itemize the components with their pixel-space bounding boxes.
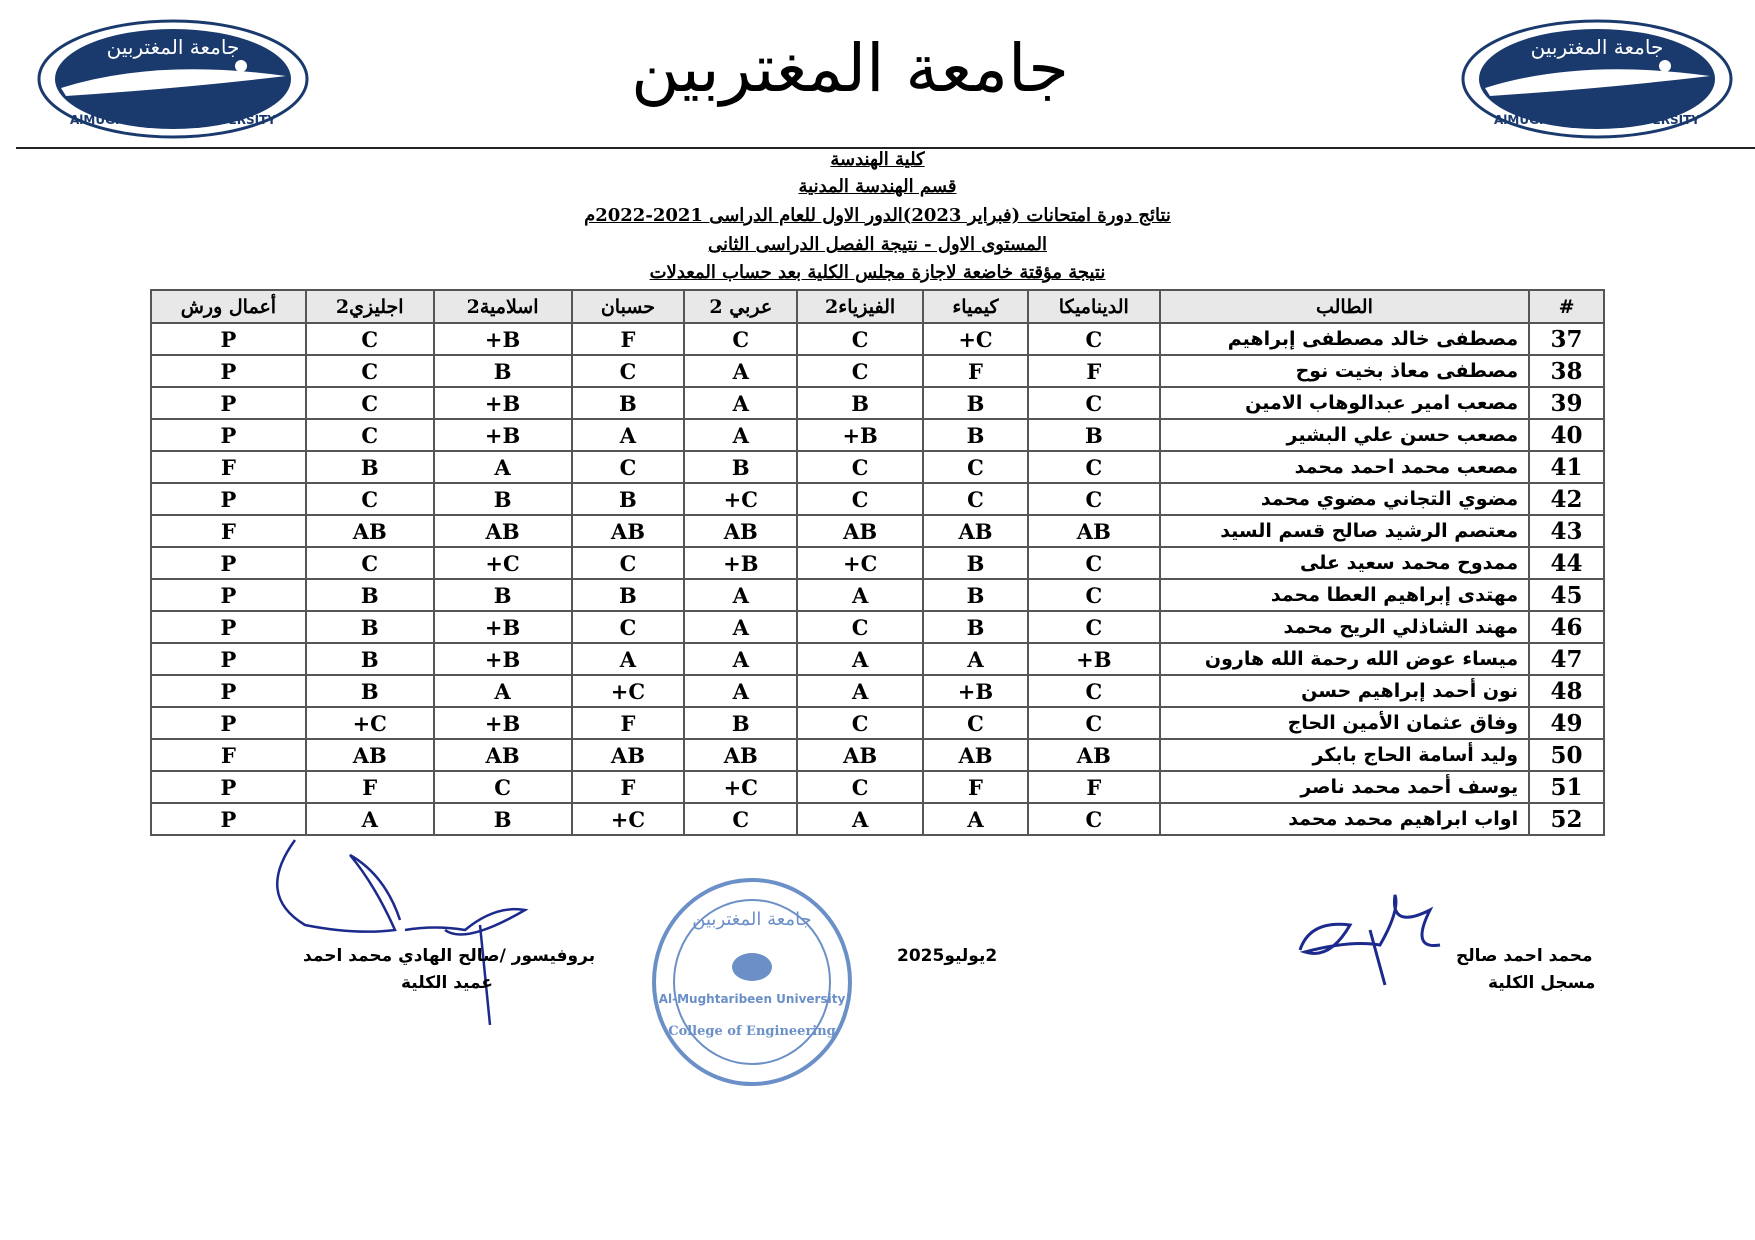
dean-name: بروفيسور /صالح الهادي محمد احمد [303, 946, 596, 966]
grade-cell: AB [684, 515, 797, 547]
grade-cell: A [306, 803, 434, 835]
column-header: الطالب [1160, 290, 1529, 323]
grade-cell: B [923, 419, 1028, 451]
student-number: 43 [1529, 515, 1604, 547]
grade-cell: B+ [1028, 643, 1160, 675]
grade-cell: B [923, 387, 1028, 419]
student-name: معتصم الرشيد صالح قسم السيد [1160, 515, 1529, 547]
grade-cell: B [306, 611, 434, 643]
grade-cell: C [434, 771, 572, 803]
student-name: مصعب امير عبدالوهاب الامين [1160, 387, 1529, 419]
student-number: 52 [1529, 803, 1604, 835]
grade-cell: C [797, 323, 923, 355]
student-name: مصعب محمد احمد محمد [1160, 451, 1529, 483]
student-number: 47 [1529, 643, 1604, 675]
column-header: الديناميكا [1028, 290, 1160, 323]
student-name: اواب ابراهيم محمد محمد [1160, 803, 1529, 835]
table-row [151, 323, 1604, 355]
grade-cell: F [923, 771, 1028, 803]
grade-cell: B [306, 675, 434, 707]
table-row [151, 419, 1604, 451]
student-name: مصطفى خالد مصطفى إبراهيم [1160, 323, 1529, 355]
grade-cell: F [572, 323, 685, 355]
registrar-name: محمد احمد صالح [1456, 946, 1593, 966]
grade-cell: A [797, 803, 923, 835]
logo-arabic-text: جامعة المغتربين [106, 35, 240, 59]
grade-cell: C+ [923, 323, 1028, 355]
grade-cell: AB [434, 739, 572, 771]
grade-cell: P [151, 611, 306, 643]
table-row [151, 675, 1604, 707]
student-number: 42 [1529, 483, 1604, 515]
registrar-signature [1290, 890, 1460, 990]
grade-cell: AB [684, 739, 797, 771]
grade-cell: C [572, 451, 685, 483]
column-header: الفيزياء2 [797, 290, 923, 323]
grade-cell: C [797, 771, 923, 803]
grade-cell: F [151, 739, 306, 771]
grade-cell: B [923, 547, 1028, 579]
college-stamp [650, 875, 855, 1090]
grade-cell: P [151, 547, 306, 579]
grade-cell: B [684, 451, 797, 483]
grade-cell: C+ [684, 483, 797, 515]
student-number: 39 [1529, 387, 1604, 419]
student-number: 46 [1529, 611, 1604, 643]
grade-cell: C [1028, 547, 1160, 579]
table-row [151, 515, 1604, 547]
column-header: اسلامية2 [434, 290, 572, 323]
grade-cell: B+ [434, 419, 572, 451]
department-name: قسم الهندسة المدنية [798, 176, 957, 197]
column-header: عربي 2 [684, 290, 797, 323]
grade-cell: C [684, 323, 797, 355]
grade-cell: B [797, 387, 923, 419]
grade-cell: A [797, 579, 923, 611]
grade-cell: A [684, 611, 797, 643]
grade-cell: C [797, 707, 923, 739]
grade-cell: P [151, 579, 306, 611]
grade-cell: B [923, 611, 1028, 643]
grade-cell: A [797, 643, 923, 675]
table-row [151, 451, 1604, 483]
column-header: أعمال ورش [151, 290, 306, 323]
column-header: حسبان [572, 290, 685, 323]
stamp-english-bottom: College of Engineering [668, 1024, 836, 1039]
table-row [151, 771, 1604, 803]
grade-cell: B [923, 579, 1028, 611]
grade-cell: C [1028, 323, 1160, 355]
table-row [151, 707, 1604, 739]
grade-cell: C [1028, 611, 1160, 643]
grade-cell: B+ [434, 387, 572, 419]
student-name: وفاق عثمان الأمين الحاج [1160, 707, 1529, 739]
grade-cell: A [572, 419, 685, 451]
grade-cell: A [684, 355, 797, 387]
table-row [151, 547, 1604, 579]
table-header-row [151, 290, 1604, 323]
grade-cell: A [684, 579, 797, 611]
grade-cell: B [434, 579, 572, 611]
grade-cell: C [306, 547, 434, 579]
logo-arabic-text: جامعة المغتربين [1530, 35, 1664, 59]
grade-cell: C [1028, 451, 1160, 483]
grade-cell: A [923, 643, 1028, 675]
grade-cell: A [684, 419, 797, 451]
grade-cell: B+ [923, 675, 1028, 707]
table-row [151, 803, 1604, 835]
grade-cell: F [1028, 771, 1160, 803]
grade-cell: AB [1028, 515, 1160, 547]
grade-cell: F [151, 515, 306, 547]
grade-cell: A [923, 803, 1028, 835]
exam-title: نتائج دورة امتحانات (فبراير 2023)الدور الاول للعام الدراسى 2021-2022م [584, 205, 1171, 226]
grade-cell: C [797, 611, 923, 643]
grade-cell: C [923, 707, 1028, 739]
table-row [151, 611, 1604, 643]
grade-cell: C [306, 419, 434, 451]
grade-cell: B [434, 355, 572, 387]
grade-cell: P [151, 387, 306, 419]
grade-cell: A [684, 643, 797, 675]
grade-cell: C [1028, 387, 1160, 419]
grade-cell: A [434, 451, 572, 483]
grade-cell: AB [797, 515, 923, 547]
student-number: 41 [1529, 451, 1604, 483]
student-name: مضوي التجاني مضوي محمد [1160, 483, 1529, 515]
student-number: 44 [1529, 547, 1604, 579]
student-number: 38 [1529, 355, 1604, 387]
grade-cell: F [1028, 355, 1160, 387]
grade-cell: B [306, 579, 434, 611]
grade-cell: P [151, 771, 306, 803]
grade-cell: B [306, 643, 434, 675]
grade-cell: F [572, 707, 685, 739]
table-row [151, 387, 1604, 419]
faculty-name: كلية الهندسة [830, 149, 925, 170]
grade-cell: AB [306, 515, 434, 547]
grade-cell: C [1028, 675, 1160, 707]
grade-cell: C [923, 451, 1028, 483]
grade-cell: C [1028, 803, 1160, 835]
grade-cell: B+ [434, 611, 572, 643]
grade-cell: P [151, 675, 306, 707]
grade-cell: C [797, 451, 923, 483]
table-row [151, 579, 1604, 611]
stamp-english-top: Al-Mughtaribeen University [658, 992, 846, 1006]
table-row [151, 643, 1604, 675]
student-name: نون أحمد إبراهيم حسن [1160, 675, 1529, 707]
student-name: وليد أسامة الحاج بابكر [1160, 739, 1529, 771]
grade-cell: C+ [797, 547, 923, 579]
grade-cell: C+ [434, 547, 572, 579]
grade-cell: B+ [684, 547, 797, 579]
grade-cell: A [572, 643, 685, 675]
student-number: 51 [1529, 771, 1604, 803]
grade-cell: AB [923, 515, 1028, 547]
document-date: 2يوليو2025 [897, 946, 998, 966]
grade-cell: A [797, 675, 923, 707]
grade-cell: P [151, 323, 306, 355]
dean-title: عميد الكلية [401, 973, 493, 993]
table-row [151, 355, 1604, 387]
grade-cell: C [1028, 707, 1160, 739]
grade-cell: C [1028, 483, 1160, 515]
grade-cell: P [151, 419, 306, 451]
student-number: 49 [1529, 707, 1604, 739]
grade-cell: C+ [306, 707, 434, 739]
grade-cell: P [151, 803, 306, 835]
grade-cell: AB [572, 515, 685, 547]
student-name: مهند الشاذلي الريح محمد [1160, 611, 1529, 643]
level-title: المستوى الاول - نتيجة الفصل الدراسى الثانى [708, 234, 1047, 255]
dean-signature [265, 835, 535, 1025]
grade-cell: F [306, 771, 434, 803]
student-name: يوسف أحمد محمد ناصر [1160, 771, 1529, 803]
grade-cell: F [151, 451, 306, 483]
grade-cell: B [434, 803, 572, 835]
grade-cell: C [306, 355, 434, 387]
grade-cell: C [306, 323, 434, 355]
university-logo-right [1460, 18, 1735, 140]
grade-cell: P [151, 355, 306, 387]
grade-cell: C+ [572, 803, 685, 835]
grade-cell: B+ [434, 707, 572, 739]
grade-cell: C [1028, 579, 1160, 611]
student-name: ممدوح محمد سعيد على [1160, 547, 1529, 579]
grade-cell: B [1028, 419, 1160, 451]
grade-cell: B [306, 451, 434, 483]
grade-cell: B [572, 579, 685, 611]
grade-cell: AB [306, 739, 434, 771]
student-name: ميساء عوض الله رحمة الله هارون [1160, 643, 1529, 675]
grade-cell: C [797, 355, 923, 387]
results-table [150, 289, 1605, 836]
column-header: # [1529, 290, 1604, 323]
grade-cell: B+ [434, 323, 572, 355]
university-name: جامعة المغتربين [631, 30, 1069, 107]
grade-cell: C [306, 387, 434, 419]
grade-cell: AB [797, 739, 923, 771]
column-header: اجليزي2 [306, 290, 434, 323]
grade-cell: B+ [434, 643, 572, 675]
student-name: مصطفى معاذ بخيت نوح [1160, 355, 1529, 387]
grade-cell: AB [572, 739, 685, 771]
grade-cell: C [572, 547, 685, 579]
grade-cell: B [684, 707, 797, 739]
student-number: 50 [1529, 739, 1604, 771]
grade-cell: A [684, 675, 797, 707]
grade-cell: B [434, 483, 572, 515]
university-logo-left [36, 18, 311, 140]
grade-cell: C [306, 483, 434, 515]
grade-cell: B [572, 483, 685, 515]
grade-cell: AB [434, 515, 572, 547]
student-number: 48 [1529, 675, 1604, 707]
student-number: 45 [1529, 579, 1604, 611]
table-row [151, 739, 1604, 771]
grade-cell: C [572, 611, 685, 643]
grade-cell: C [572, 355, 685, 387]
grade-cell: AB [923, 739, 1028, 771]
column-header: كيمياء [923, 290, 1028, 323]
student-name: مهتدى إبراهيم العطا محمد [1160, 579, 1529, 611]
grade-cell: C+ [684, 771, 797, 803]
student-number: 40 [1529, 419, 1604, 451]
logo-english-text: AlMUGHTARIBEEN UNIVERSITY [70, 113, 276, 127]
grade-cell: B [572, 387, 685, 419]
grade-cell: B+ [797, 419, 923, 451]
student-number: 37 [1529, 323, 1604, 355]
grade-cell: F [572, 771, 685, 803]
grade-cell: C [684, 803, 797, 835]
grade-cell: A [434, 675, 572, 707]
provisional-note: نتيجة مؤقتة خاضعة لاجازة مجلس الكلية بعد حساب المعدلات [649, 262, 1106, 283]
grade-cell: P [151, 707, 306, 739]
table-row [151, 483, 1604, 515]
grade-cell: AB [1028, 739, 1160, 771]
grade-cell: F [923, 355, 1028, 387]
grade-cell: C [923, 483, 1028, 515]
student-name: مصعب حسن علي البشير [1160, 419, 1529, 451]
grade-cell: C [797, 483, 923, 515]
grade-cell: C+ [572, 675, 685, 707]
grade-cell: P [151, 483, 306, 515]
grade-cell: P [151, 643, 306, 675]
stamp-arabic-text: جامعة المغتربين [692, 909, 812, 930]
grade-cell: A [684, 387, 797, 419]
registrar-title: مسجل الكلية [1488, 973, 1596, 993]
logo-english-text: AlMUGHTARIBEEN UNIVERSITY [1494, 113, 1700, 127]
